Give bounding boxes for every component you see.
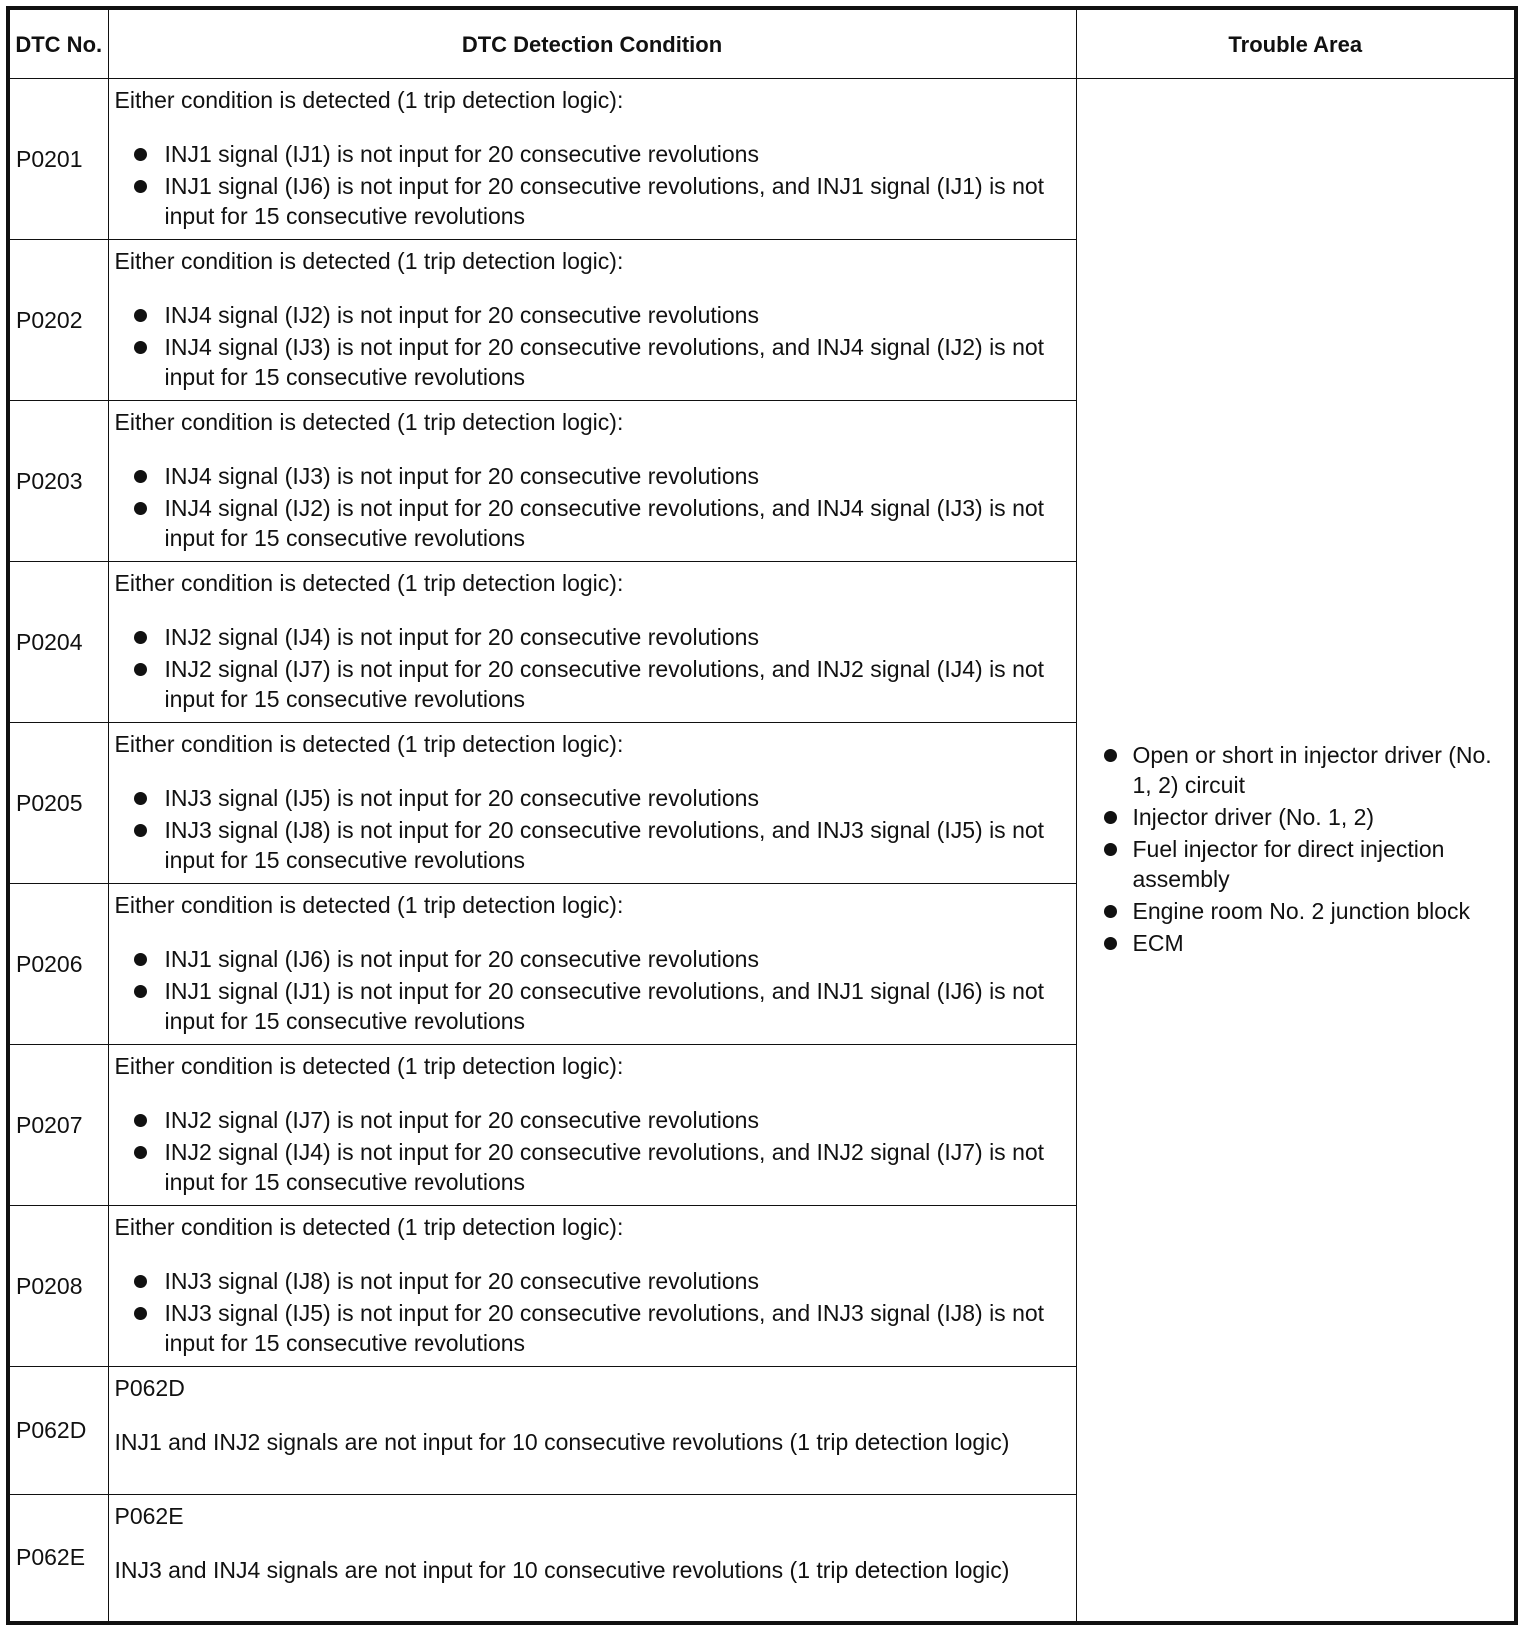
list-item — [115, 944, 1066, 974]
bullet-icon — [134, 148, 147, 161]
dtc-table — [6, 6, 1518, 1625]
condition-text: INJ1 signal (IJ6) is not input for 20 consecutive revolutions, and INJ1 signal (IJ1) is not input for 15 consecutive revolutions — [164, 173, 1045, 229]
list-item — [1099, 834, 1511, 894]
condition-intro: Either condition is detected (1 trip detection logic): — [114, 1053, 624, 1079]
dtc-code: P0203 — [8, 401, 108, 562]
list-item — [115, 1105, 1066, 1135]
list-item — [1099, 740, 1511, 800]
bullet-icon — [134, 1275, 147, 1288]
dtc-code: P0206 — [8, 884, 108, 1045]
condition-text: INJ3 and INJ4 signals are not input for 10 consecutive revolutions (1 trip detection logic) — [114, 1557, 1010, 1583]
bullet-icon — [1104, 905, 1117, 918]
condition-text: INJ1 signal (IJ1) is not input for 20 consecutive revolutions, and INJ1 signal (IJ6) is not input for 15 consecutive revolutions — [164, 978, 1045, 1034]
trouble-area-item: Injector driver (No. 1, 2) — [1132, 803, 1375, 830]
condition-intro: P062E — [114, 1503, 184, 1529]
detection-condition — [108, 240, 1076, 401]
dtc-code: P062E — [8, 1495, 108, 1623]
dtc-code: P0204 — [8, 562, 108, 723]
bullet-icon — [134, 824, 147, 837]
condition-text: INJ1 signal (IJ6) is not input for 20 consecutive revolutions — [164, 946, 759, 972]
list-item — [115, 976, 1066, 1036]
header-detection-condition: DTC Detection Condition — [108, 8, 1076, 79]
condition-intro: Either condition is detected (1 trip detection logic): — [114, 731, 624, 757]
list-item — [115, 1266, 1066, 1296]
condition-text: INJ4 signal (IJ3) is not input for 20 consecutive revolutions — [164, 463, 759, 489]
bullet-icon — [134, 1307, 147, 1320]
bullet-icon — [134, 663, 147, 676]
header-trouble-area: Trouble Area — [1076, 8, 1516, 79]
bullet-icon — [134, 985, 147, 998]
dtc-code: P0207 — [8, 1045, 108, 1206]
list-item — [115, 300, 1066, 330]
condition-text: INJ4 signal (IJ3) is not input for 20 consecutive revolutions, and INJ4 signal (IJ2) is not input for 15 consecutive revolutions — [164, 334, 1045, 390]
list-item — [1099, 896, 1511, 926]
dtc-code: P0201 — [8, 79, 108, 240]
condition-intro: Either condition is detected (1 trip detection logic): — [114, 87, 624, 113]
trouble-area-item: ECM — [1132, 929, 1184, 956]
list-item — [1099, 928, 1511, 958]
condition-intro: Either condition is detected (1 trip detection logic): — [114, 570, 624, 596]
header-row — [8, 8, 1516, 79]
condition-intro: Either condition is detected (1 trip detection logic): — [114, 892, 624, 918]
bullet-icon — [134, 1146, 147, 1159]
bullet-icon — [134, 953, 147, 966]
bullet-icon — [134, 502, 147, 515]
bullet-icon — [134, 631, 147, 644]
condition-list — [115, 944, 1066, 1036]
condition-text: INJ4 signal (IJ2) is not input for 20 consecutive revolutions, and INJ4 signal (IJ3) is not input for 15 consecutive revolutions — [164, 495, 1045, 551]
condition-list — [115, 1105, 1066, 1197]
bullet-icon — [1104, 749, 1117, 762]
bullet-icon — [1104, 843, 1117, 856]
trouble-area-cell — [1076, 79, 1516, 1623]
detection-condition — [108, 562, 1076, 723]
condition-intro: P062D — [114, 1375, 185, 1401]
condition-text: INJ3 signal (IJ5) is not input for 20 consecutive revolutions — [164, 785, 759, 811]
detection-condition — [108, 1495, 1076, 1623]
condition-text: INJ1 and INJ2 signals are not input for 10 consecutive revolutions (1 trip detection logic) — [114, 1429, 1010, 1455]
condition-intro: Either condition is detected (1 trip detection logic): — [114, 248, 624, 274]
condition-intro: Either condition is detected (1 trip detection logic): — [114, 1214, 624, 1240]
dtc-code: P0202 — [8, 240, 108, 401]
condition-list — [115, 622, 1066, 714]
trouble-area-list — [1099, 740, 1511, 958]
header-dtc-no: DTC No. — [8, 8, 108, 79]
condition-text: INJ3 signal (IJ5) is not input for 20 consecutive revolutions, and INJ3 signal (IJ8) is not input for 15 consecutive revolutions — [164, 1300, 1045, 1356]
condition-list — [115, 461, 1066, 553]
bullet-icon — [134, 180, 147, 193]
bullet-icon — [134, 470, 147, 483]
bullet-icon — [134, 309, 147, 322]
list-item — [115, 1298, 1066, 1358]
list-item — [115, 1137, 1066, 1197]
list-item — [1099, 802, 1511, 832]
list-item — [115, 654, 1066, 714]
bullet-icon — [1104, 937, 1117, 950]
condition-text: INJ2 signal (IJ4) is not input for 20 consecutive revolutions, and INJ2 signal (IJ7) is not input for 15 consecutive revolutions — [164, 1139, 1045, 1195]
bullet-icon — [134, 792, 147, 805]
trouble-area-item: Engine room No. 2 junction block — [1132, 897, 1471, 924]
list-item — [115, 815, 1066, 875]
bullet-icon — [134, 341, 147, 354]
condition-text: INJ3 signal (IJ8) is not input for 20 consecutive revolutions — [164, 1268, 759, 1294]
list-item — [115, 332, 1066, 392]
bullet-icon — [1104, 811, 1117, 824]
detection-condition — [108, 1045, 1076, 1206]
condition-intro: Either condition is detected (1 trip detection logic): — [114, 409, 624, 435]
list-item — [115, 461, 1066, 491]
detection-condition — [108, 723, 1076, 884]
condition-list — [115, 139, 1066, 231]
condition-text: INJ4 signal (IJ2) is not input for 20 consecutive revolutions — [164, 302, 759, 328]
condition-text: INJ2 signal (IJ7) is not input for 20 consecutive revolutions, and INJ2 signal (IJ4) is not input for 15 consecutive revolutions — [164, 656, 1045, 712]
list-item — [115, 493, 1066, 553]
condition-list — [115, 300, 1066, 392]
list-item — [115, 622, 1066, 652]
trouble-area-item: Open or short in injector driver (No. 1, 2) circuit — [1132, 741, 1492, 798]
list-item — [115, 171, 1066, 231]
detection-condition — [108, 79, 1076, 240]
dtc-code: P0205 — [8, 723, 108, 884]
detection-condition — [108, 401, 1076, 562]
condition-text: INJ1 signal (IJ1) is not input for 20 consecutive revolutions — [164, 141, 759, 167]
condition-text: INJ2 signal (IJ7) is not input for 20 consecutive revolutions — [164, 1107, 759, 1133]
trouble-area-item: Fuel injector for direct injection assembly — [1132, 835, 1445, 892]
list-item — [115, 783, 1066, 813]
condition-text: INJ2 signal (IJ4) is not input for 20 consecutive revolutions — [164, 624, 759, 650]
dtc-code: P062D — [8, 1367, 108, 1495]
detection-condition — [108, 1367, 1076, 1495]
dtc-code: P0208 — [8, 1206, 108, 1367]
condition-list — [115, 783, 1066, 875]
detection-condition — [108, 1206, 1076, 1367]
condition-text: INJ3 signal (IJ8) is not input for 20 consecutive revolutions, and INJ3 signal (IJ5) is not input for 15 consecutive revolutions — [164, 817, 1045, 873]
table-row — [8, 79, 1516, 240]
condition-list — [115, 1266, 1066, 1358]
list-item — [115, 139, 1066, 169]
bullet-icon — [134, 1114, 147, 1127]
detection-condition — [108, 884, 1076, 1045]
